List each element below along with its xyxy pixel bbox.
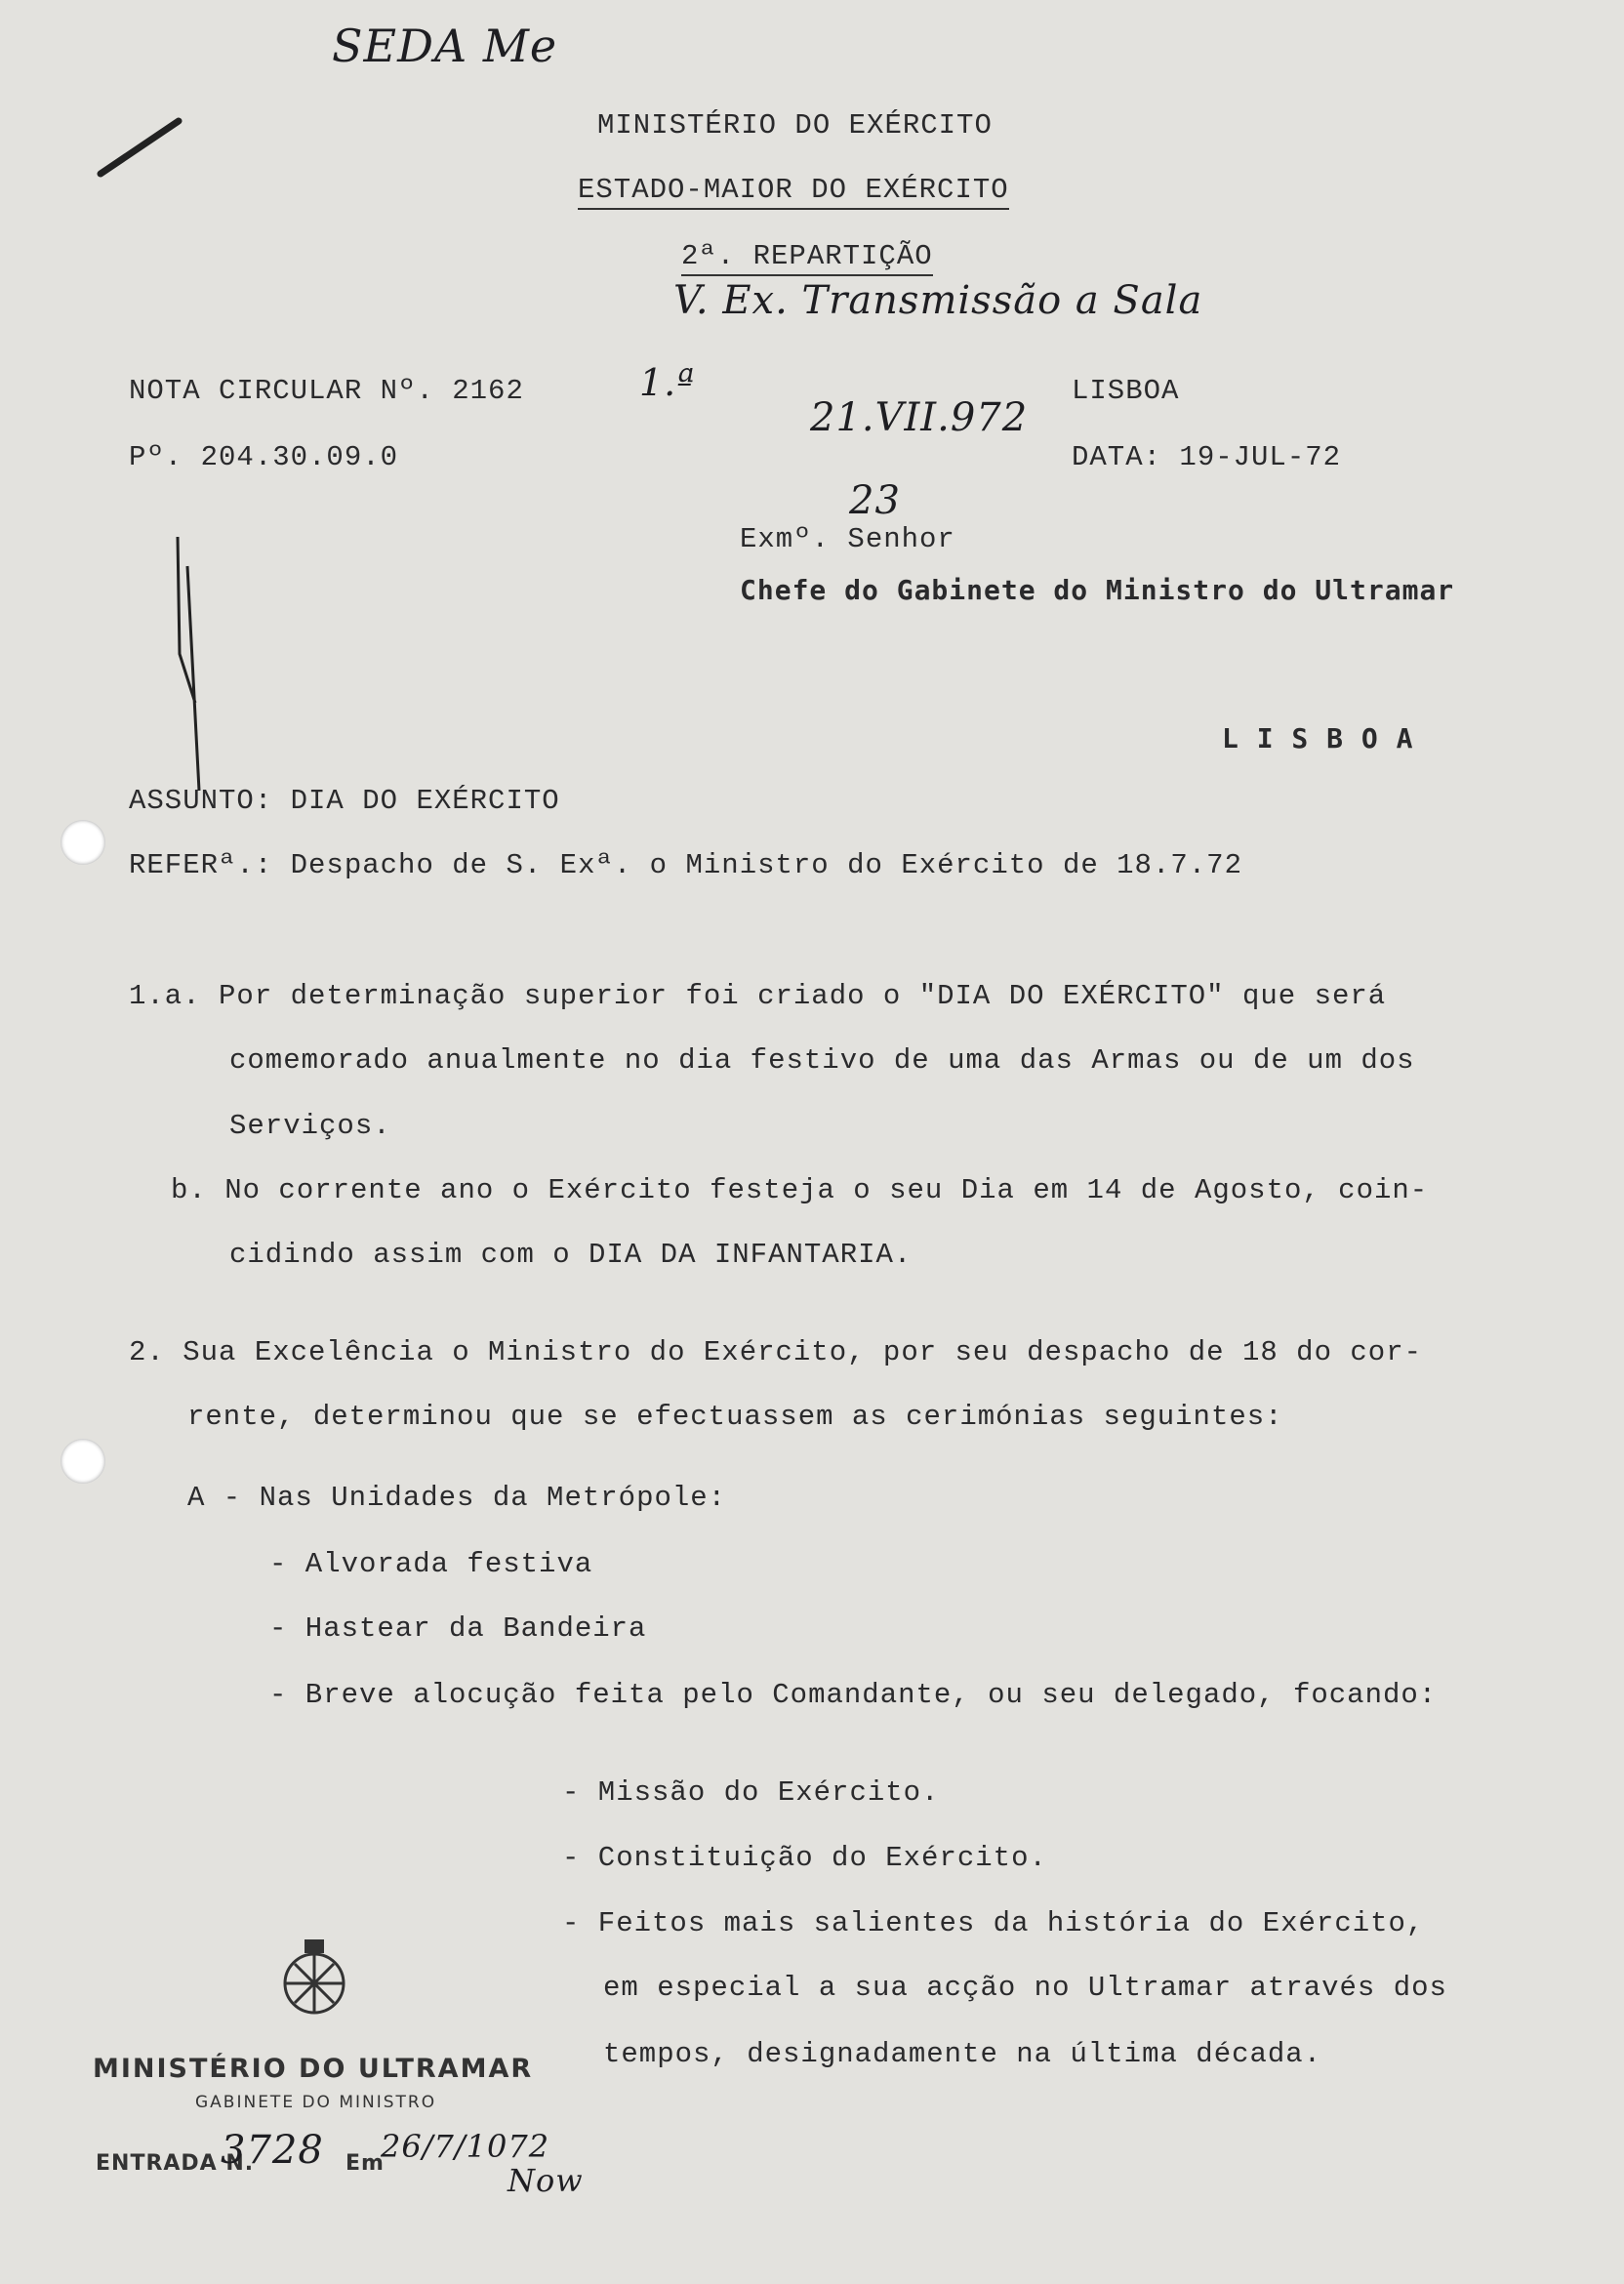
paragraph-2-line-2: rente, determinou que se efectuassem as cerimónias seguintes: [187,1401,1283,1433]
meta-city: LISBOA [1072,375,1180,407]
pen-stroke-mark [93,107,190,185]
sub-item-3-line-2: em especial a sua acção no Ultramar através dos [603,1972,1447,2004]
circular-number: NOTA CIRCULAR Nº. 2162 [129,375,524,407]
section-a-item-1: - Alvorada festiva [269,1548,593,1580]
header-ministry: MINISTÉRIO DO EXÉRCITO [597,109,993,142]
paragraph-1b-line-2: cidindo assim com o DIA DA INFANTARIA. [229,1239,913,1271]
subject-line: ASSUNTO: DIA DO EXÉRCITO [129,785,560,817]
section-a-item-3: - Breve alocução feita pelo Comandante, ou seu delegado, focando: [269,1679,1438,1711]
sub-item-2: - Constituição do Exército. [562,1842,1047,1874]
handwritten-margin-note: V. Ex. Transmissão a Sala [673,278,1203,323]
stamp-entrada-label: ENTRADA N. [96,2151,255,2176]
stamp-ministry: MINISTÉRIO DO ULTRAMAR [93,2054,534,2084]
paragraph-1b-line-1: b. No corrente ano o Exército festeja o seu Dia em 14 de Agosto, coin- [171,1174,1429,1206]
punch-hole-top [61,820,105,865]
handwritten-number-note: 23 [849,478,901,523]
header-division: 2ª. REPARTIÇÃO [681,240,933,276]
handwritten-sup-note: 1.ª [639,361,696,404]
stamp-entry-number: 3728 [221,2128,324,2173]
handwritten-date-note: 21.VII.972 [810,395,1029,440]
sub-item-3-line-1: - Feitos mais salientes da história do Exército, [562,1907,1425,1939]
salutation: Exmº. Senhor [740,523,955,555]
sub-item-1: - Missão do Exército. [562,1776,940,1809]
section-a-item-2: - Hastear da Bandeira [269,1612,647,1645]
handwritten-top-note: SEDA Me [332,20,558,72]
margin-line-mark [166,537,215,810]
process-number: Pº. 204.30.09.0 [129,441,399,473]
stamp-signature: Now [508,2162,584,2199]
stamp-entry-date: 26/7/1072 [381,2128,550,2165]
punch-hole-bottom [61,1439,105,1484]
addressee-name: Chefe do Gabinete do Ministro do Ultramar [740,574,1455,606]
paragraph-1a-line-2: comemorado anualmente no dia festivo de uma das Armas ou de um dos [229,1044,1415,1077]
paragraph-2-line-1: 2. Sua Excelência o Ministro do Exército, por seu despacho de 18 do cor- [129,1336,1423,1368]
header-staff: ESTADO-MAIOR DO EXÉRCITO [578,174,1009,210]
stamp-em-label: Em [345,2151,385,2176]
document-date: DATA: 19-JUL-72 [1072,441,1342,473]
addressee-city: L I S B O A [1222,722,1414,755]
section-a-heading: A - Nas Unidades da Metrópole: [187,1482,727,1514]
paragraph-1a-line-3: Serviços. [229,1110,391,1142]
reference-line: REFERª.: Despacho de S. Exª. o Ministro do Exército de 18.7.72 [129,849,1242,881]
sub-item-3-line-3: tempos, designadamente na última década. [603,2038,1322,2070]
coat-of-arms-icon [265,1935,363,2032]
paragraph-1a-line-1: 1.a. Por determinação superior foi criado o "DIA DO EXÉRCITO" que será [129,980,1387,1012]
stamp-office: GABINETE DO MINISTRO [195,2093,437,2112]
